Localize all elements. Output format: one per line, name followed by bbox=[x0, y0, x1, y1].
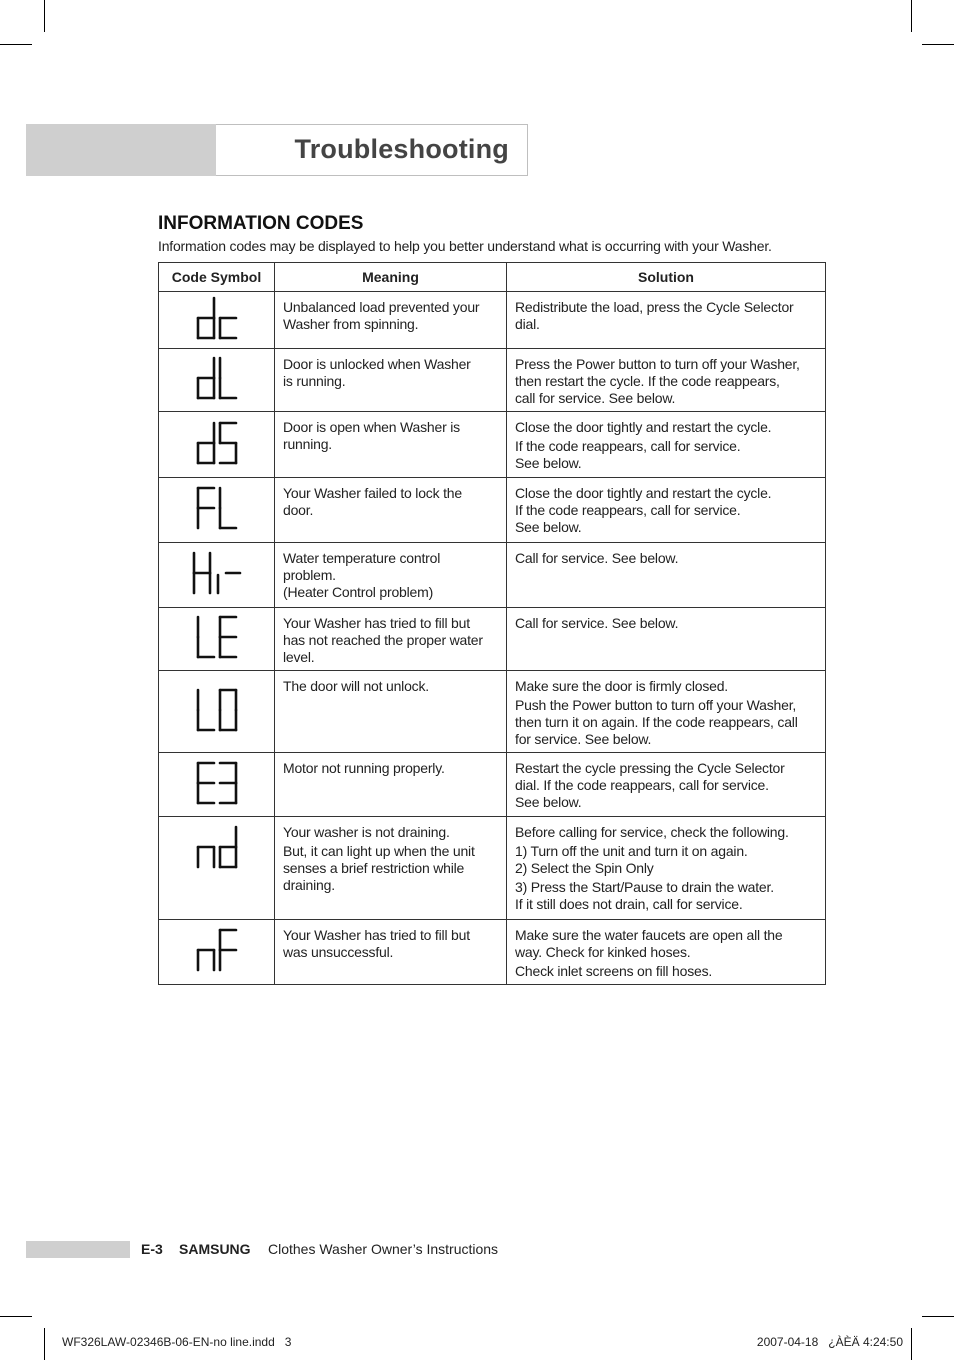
footer-accent-bar bbox=[26, 1241, 130, 1258]
table-row bbox=[159, 292, 826, 349]
crop-mark bbox=[922, 44, 954, 45]
information-codes-table bbox=[158, 262, 826, 985]
code-symbol-cell bbox=[159, 753, 275, 817]
meaning-cell: Door is open when Washer is running. bbox=[275, 412, 507, 478]
solution-cell: Call for service. See below. bbox=[507, 543, 826, 608]
table-row bbox=[159, 543, 826, 608]
seven-segment-display bbox=[196, 761, 238, 805]
meaning-cell: Door is unlocked when Washer is running. bbox=[275, 349, 507, 412]
crop-mark bbox=[922, 1316, 954, 1317]
crop-mark bbox=[0, 1316, 32, 1317]
crop-mark bbox=[44, 0, 45, 32]
section-title: INFORMATION CODES bbox=[158, 213, 364, 234]
seven-segment-display bbox=[196, 486, 238, 530]
meaning-cell: Water temperature control problem. (Heater Control problem) bbox=[275, 543, 507, 608]
code-symbol-cell bbox=[159, 608, 275, 671]
meaning-cell: Your washer is not draining. But, it can light up when the unit senses a brief restriction while draining. bbox=[275, 817, 507, 920]
meaning-cell: Your Washer failed to lock the door. bbox=[275, 478, 507, 543]
solution-cell: Restart the cycle pressing the Cycle Selector dial. If the code reappears, call for service. See below. bbox=[507, 753, 826, 817]
code-symbol-cell bbox=[159, 349, 275, 412]
code-symbol-le bbox=[159, 615, 274, 663]
table-row bbox=[159, 412, 826, 478]
code-symbol-e3 bbox=[159, 761, 274, 809]
column-header-meaning: Meaning bbox=[275, 263, 507, 292]
print-slug-file: WF326LAW-02346B-06-EN-no line.indd 3 bbox=[62, 1335, 292, 1349]
table-row bbox=[159, 817, 826, 920]
meaning-cell: Unbalanced load prevented your Washer from spinning. bbox=[275, 292, 507, 349]
solution-cell: Close the door tightly and restart the cycle. If the code reappears, call for service. See below. bbox=[507, 478, 826, 543]
seven-segment-display bbox=[196, 825, 238, 869]
seven-segment-display bbox=[196, 615, 238, 659]
solution-cell: Close the door tightly and restart the cycle. If the code reappears, call for service. See below. bbox=[507, 412, 826, 478]
solution-cell: Call for service. See below. bbox=[507, 608, 826, 671]
crop-mark bbox=[0, 44, 32, 45]
code-symbol-cell bbox=[159, 817, 275, 920]
table-row bbox=[159, 349, 826, 412]
code-symbol-cell bbox=[159, 292, 275, 349]
code-symbol-cell bbox=[159, 543, 275, 608]
code-symbol-dc bbox=[159, 296, 274, 344]
code-symbol-nd bbox=[159, 825, 274, 873]
meaning-cell: The door will not unlock. bbox=[275, 671, 507, 753]
solution-cell: Before calling for service, check the following. 1) Turn off the unit and turn it on again. 2) Select the Spin Only 3) Press the Start/Pause to drain the water. If it still does not drain, call for service. bbox=[507, 817, 826, 920]
meaning-cell: Motor not running properly. bbox=[275, 753, 507, 817]
page-number: E-3 bbox=[141, 1241, 163, 1257]
code-symbol-dl bbox=[159, 356, 274, 404]
seven-segment-display bbox=[196, 421, 238, 465]
document-title: Clothes Washer Owner’s Instructions bbox=[268, 1241, 499, 1257]
print-slug-date: 2007-04-18 ¿ÀÈÄ 4:24:50 bbox=[756, 1335, 903, 1349]
column-header-code-symbol: Code Symbol bbox=[159, 263, 275, 292]
header-title-box bbox=[216, 124, 528, 176]
table-row bbox=[159, 608, 826, 671]
seven-segment-display bbox=[196, 356, 238, 400]
header-accent-block bbox=[26, 124, 216, 176]
solution-cell: Redistribute the load, press the Cycle Selector dial. bbox=[507, 292, 826, 349]
table-row bbox=[159, 671, 826, 753]
solution-cell: Make sure the water faucets are open all the way. Check for kinked hoses. Check inlet screens on fill hoses. bbox=[507, 920, 826, 985]
crop-mark bbox=[44, 1328, 45, 1360]
table-row bbox=[159, 920, 826, 985]
table-header-row bbox=[159, 263, 826, 292]
code-symbol-nf bbox=[159, 928, 274, 976]
table-row bbox=[159, 478, 826, 543]
code-symbol-cell bbox=[159, 412, 275, 478]
solution-cell: Make sure the door is firmly closed. Push the Power button to turn off your Washer, then turn it on again. If the code reappears, call for service. See below. bbox=[507, 671, 826, 753]
brand-name: SAMSUNG bbox=[179, 1241, 251, 1257]
column-header-solution: Solution bbox=[507, 263, 826, 292]
solution-cell: Press the Power button to turn off your Washer, then restart the cycle. If the code reappears, call for service. See below. bbox=[507, 349, 826, 412]
seven-segment-display bbox=[196, 296, 238, 340]
code-symbol-cell bbox=[159, 671, 275, 753]
code-symbol-lo bbox=[159, 688, 274, 736]
seven-segment-display bbox=[192, 551, 242, 595]
seven-segment-display bbox=[196, 928, 238, 972]
code-symbol-ds bbox=[159, 421, 274, 469]
code-symbol-hi bbox=[159, 551, 274, 599]
section-intro: Information codes may be displayed to help you better understand what is occurring with your Washer. bbox=[158, 238, 772, 254]
seven-segment-display bbox=[196, 688, 238, 732]
table-row bbox=[159, 753, 826, 817]
meaning-cell: Your Washer has tried to fill but was unsuccessful. bbox=[275, 920, 507, 985]
crop-mark bbox=[911, 1328, 912, 1360]
code-symbol-cell bbox=[159, 478, 275, 543]
code-symbol-cell bbox=[159, 920, 275, 985]
meaning-cell: Your Washer has tried to fill but has not reached the proper water level. bbox=[275, 608, 507, 671]
crop-mark bbox=[911, 0, 912, 32]
page-title: Troubleshooting bbox=[294, 134, 509, 164]
code-symbol-fl bbox=[159, 486, 274, 534]
